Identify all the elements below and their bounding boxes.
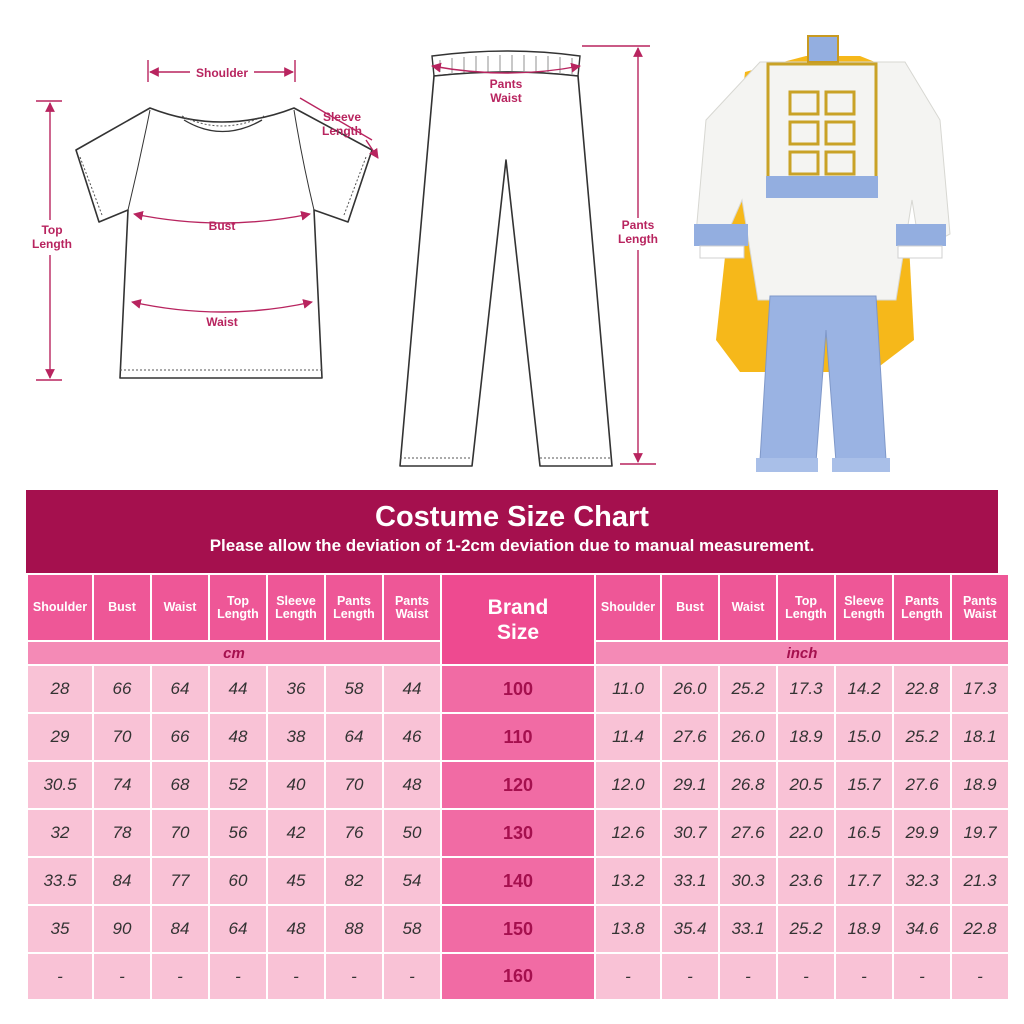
cm-value-cell: 82 xyxy=(325,857,383,905)
brand-size-header xyxy=(441,574,595,665)
inch-value-cell: 32.3 xyxy=(893,857,951,905)
inch-value-cell: 18.9 xyxy=(835,905,893,953)
cm-value-cell: 84 xyxy=(93,857,151,905)
column-header-cm-line: Bust xyxy=(108,600,136,614)
inch-value-cell: 12.6 xyxy=(595,809,661,857)
column-header-inch-line: Waist xyxy=(731,600,765,614)
brand-size-header-line: Size xyxy=(496,620,540,644)
brand-size-cell: 120 xyxy=(441,761,595,809)
inch-value-cell: 20.5 xyxy=(777,761,835,809)
column-header-cm xyxy=(383,574,441,641)
cm-value-cell: 70 xyxy=(151,809,209,857)
column-header-cm xyxy=(93,574,151,641)
column-header-inch xyxy=(777,574,835,641)
inch-value-cell: 27.6 xyxy=(893,761,951,809)
inch-value-cell: 29.1 xyxy=(661,761,719,809)
inch-value-cell: 22.8 xyxy=(951,905,1009,953)
cm-value-cell: 60 xyxy=(209,857,267,905)
cm-value-cell: 28 xyxy=(27,665,93,713)
column-header-inch xyxy=(661,574,719,641)
label-waist: Waist xyxy=(206,315,238,329)
inch-value-cell: 33.1 xyxy=(661,857,719,905)
brand-size-header-line: Brand xyxy=(487,595,549,619)
column-header-cm-line: Pants xyxy=(394,593,430,608)
cm-value-cell: 56 xyxy=(209,809,267,857)
cm-value-cell: 38 xyxy=(267,713,325,761)
label-pants-waist-line1: Pants xyxy=(489,77,523,91)
column-header-inch-line: Pants xyxy=(962,593,998,608)
cm-value-cell: 42 xyxy=(267,809,325,857)
label-pants-length-line1: Pants xyxy=(621,218,655,232)
cm-value-cell: 45 xyxy=(267,857,325,905)
inch-value-cell: - xyxy=(719,953,777,1000)
label-sleeve-length-line2: Length xyxy=(322,124,362,138)
column-header-inch xyxy=(951,574,1009,641)
label-pants-waist-line2: Waist xyxy=(490,91,522,105)
cm-value-cell: 66 xyxy=(151,713,209,761)
cm-value-cell: 30.5 xyxy=(27,761,93,809)
column-header-cm-line: Top xyxy=(227,593,249,608)
cm-value-cell: 90 xyxy=(93,905,151,953)
cm-value-cell: 50 xyxy=(383,809,441,857)
inch-value-cell: 19.7 xyxy=(951,809,1009,857)
brand-size-cell: 150 xyxy=(441,905,595,953)
label-top-length-line2: Length xyxy=(32,237,72,251)
inch-value-cell: 13.2 xyxy=(595,857,661,905)
cm-value-cell: - xyxy=(151,953,209,1000)
column-header-cm xyxy=(267,574,325,641)
inch-value-cell: 13.8 xyxy=(595,905,661,953)
cm-value-cell: - xyxy=(383,953,441,1000)
column-header-cm xyxy=(27,574,93,641)
column-header-cm-line: Length xyxy=(275,606,317,621)
cm-value-cell: 74 xyxy=(93,761,151,809)
inch-value-cell: 15.7 xyxy=(835,761,893,809)
inch-value-cell: 29.9 xyxy=(893,809,951,857)
inch-value-cell: 18.9 xyxy=(777,713,835,761)
chart-banner xyxy=(26,490,998,573)
label-sleeve-length-line1: Sleeve xyxy=(322,110,362,124)
cm-value-cell: 68 xyxy=(151,761,209,809)
column-header-inch xyxy=(595,574,661,641)
unit-inch-label: inch xyxy=(595,641,1009,665)
inch-value-cell: 22.0 xyxy=(777,809,835,857)
table-row xyxy=(27,761,1009,809)
cm-value-cell: 48 xyxy=(209,713,267,761)
column-header-cm-line: Length xyxy=(333,606,375,621)
inch-value-cell: 22.8 xyxy=(893,665,951,713)
inch-value-cell: 26.0 xyxy=(719,713,777,761)
tshirt-diagram xyxy=(76,108,372,378)
column-header-inch-line: Sleeve xyxy=(844,593,884,608)
column-header-inch-line: Length xyxy=(843,606,885,621)
inch-value-cell: 17.3 xyxy=(951,665,1009,713)
inch-value-cell: 12.0 xyxy=(595,761,661,809)
cm-value-cell: 40 xyxy=(267,761,325,809)
inch-value-cell: 34.6 xyxy=(893,905,951,953)
cm-value-cell: 70 xyxy=(93,713,151,761)
cm-value-cell: - xyxy=(93,953,151,1000)
inch-value-cell: 26.8 xyxy=(719,761,777,809)
cm-value-cell: 64 xyxy=(325,713,383,761)
inch-value-cell: - xyxy=(777,953,835,1000)
table-row xyxy=(27,905,1009,953)
brand-size-cell: 160 xyxy=(441,953,595,1000)
prince-costume-image xyxy=(694,36,950,472)
inch-value-cell: 25.2 xyxy=(777,905,835,953)
inch-value-cell: 30.7 xyxy=(661,809,719,857)
column-header-inch xyxy=(835,574,893,641)
table-row xyxy=(27,953,1009,1000)
cm-value-cell: 46 xyxy=(383,713,441,761)
inch-value-cell: - xyxy=(661,953,719,1000)
brand-size-cell: 100 xyxy=(441,665,595,713)
inch-value-cell: 17.7 xyxy=(835,857,893,905)
column-header-inch-line: Pants xyxy=(904,593,940,608)
column-header-cm xyxy=(151,574,209,641)
column-header-cm-line: Shoulder xyxy=(32,600,88,614)
inch-value-cell: 25.2 xyxy=(893,713,951,761)
cm-value-cell: 66 xyxy=(93,665,151,713)
inch-value-cell: 23.6 xyxy=(777,857,835,905)
column-header-cm-line: Waist xyxy=(395,606,429,621)
measurement-illustrations xyxy=(0,0,1024,486)
label-pants-length-line2: Length xyxy=(618,232,658,246)
brand-size-cell: 110 xyxy=(441,713,595,761)
inch-value-cell: 11.0 xyxy=(595,665,661,713)
column-header-inch xyxy=(719,574,777,641)
brand-size-cell: 130 xyxy=(441,809,595,857)
cm-value-cell: 48 xyxy=(383,761,441,809)
cm-value-cell: 29 xyxy=(27,713,93,761)
inch-value-cell: 18.1 xyxy=(951,713,1009,761)
inch-value-cell: 35.4 xyxy=(661,905,719,953)
inch-value-cell: 21.3 xyxy=(951,857,1009,905)
inch-value-cell: 14.2 xyxy=(835,665,893,713)
cm-value-cell: 88 xyxy=(325,905,383,953)
label-shoulder: Shoulder xyxy=(195,66,249,80)
inch-value-cell: - xyxy=(951,953,1009,1000)
cm-value-cell: 33.5 xyxy=(27,857,93,905)
cm-value-cell: 52 xyxy=(209,761,267,809)
column-header-inch-line: Shoulder xyxy=(600,600,656,614)
inch-value-cell: 15.0 xyxy=(835,713,893,761)
column-header-inch-line: Length xyxy=(785,606,827,621)
cm-value-cell: 44 xyxy=(209,665,267,713)
column-header-inch-line: Top xyxy=(795,593,817,608)
size-table xyxy=(26,573,1010,1001)
table-row xyxy=(27,665,1009,713)
cm-value-cell: 76 xyxy=(325,809,383,857)
column-header-inch-line: Bust xyxy=(676,600,704,614)
size-table-body xyxy=(27,574,1009,1000)
chart-title: Costume Size Chart xyxy=(375,501,649,533)
inch-value-cell: 27.6 xyxy=(661,713,719,761)
column-header-inch-line: Length xyxy=(901,606,943,621)
inch-value-cell: 11.4 xyxy=(595,713,661,761)
cm-value-cell: 32 xyxy=(27,809,93,857)
inch-value-cell: 17.3 xyxy=(777,665,835,713)
column-header-inch-line: Waist xyxy=(963,606,997,621)
cm-value-cell: 78 xyxy=(93,809,151,857)
cm-value-cell: 70 xyxy=(325,761,383,809)
brand-size-cell: 140 xyxy=(441,857,595,905)
inch-value-cell: - xyxy=(595,953,661,1000)
label-top-length-line1: Top xyxy=(41,223,63,237)
cm-value-cell: - xyxy=(27,953,93,1000)
inch-value-cell: 18.9 xyxy=(951,761,1009,809)
cm-value-cell: 58 xyxy=(325,665,383,713)
inch-value-cell: 26.0 xyxy=(661,665,719,713)
table-header-row xyxy=(27,574,1009,641)
chart-subtitle: Please allow the deviation of 1-2cm deviation due to manual measurement. xyxy=(209,536,815,555)
pants-diagram xyxy=(400,51,612,466)
cm-value-cell: 64 xyxy=(151,665,209,713)
unit-cm-label: cm xyxy=(27,641,441,665)
cm-value-cell: 54 xyxy=(383,857,441,905)
column-header-cm-line: Length xyxy=(217,606,259,621)
table-row xyxy=(27,809,1009,857)
cm-value-cell: 48 xyxy=(267,905,325,953)
column-header-cm-line: Sleeve xyxy=(276,593,316,608)
cm-value-cell: - xyxy=(209,953,267,1000)
label-bust: Bust xyxy=(208,219,236,233)
cm-value-cell: 36 xyxy=(267,665,325,713)
inch-value-cell: 33.1 xyxy=(719,905,777,953)
column-header-cm xyxy=(209,574,267,641)
inch-value-cell: 25.2 xyxy=(719,665,777,713)
inch-value-cell: 30.3 xyxy=(719,857,777,905)
cm-value-cell: 35 xyxy=(27,905,93,953)
inch-value-cell: - xyxy=(835,953,893,1000)
column-header-cm-line: Waist xyxy=(163,600,197,614)
cm-value-cell: 77 xyxy=(151,857,209,905)
cm-value-cell: - xyxy=(267,953,325,1000)
cm-value-cell: - xyxy=(325,953,383,1000)
cm-value-cell: 64 xyxy=(209,905,267,953)
column-header-inch xyxy=(893,574,951,641)
column-header-cm-line: Pants xyxy=(336,593,372,608)
cm-value-cell: 44 xyxy=(383,665,441,713)
size-chart xyxy=(26,490,998,1001)
inch-value-cell: 27.6 xyxy=(719,809,777,857)
inch-value-cell: - xyxy=(893,953,951,1000)
column-header-cm xyxy=(325,574,383,641)
table-row xyxy=(27,857,1009,905)
table-row xyxy=(27,713,1009,761)
cm-value-cell: 58 xyxy=(383,905,441,953)
inch-value-cell: 16.5 xyxy=(835,809,893,857)
cm-value-cell: 84 xyxy=(151,905,209,953)
